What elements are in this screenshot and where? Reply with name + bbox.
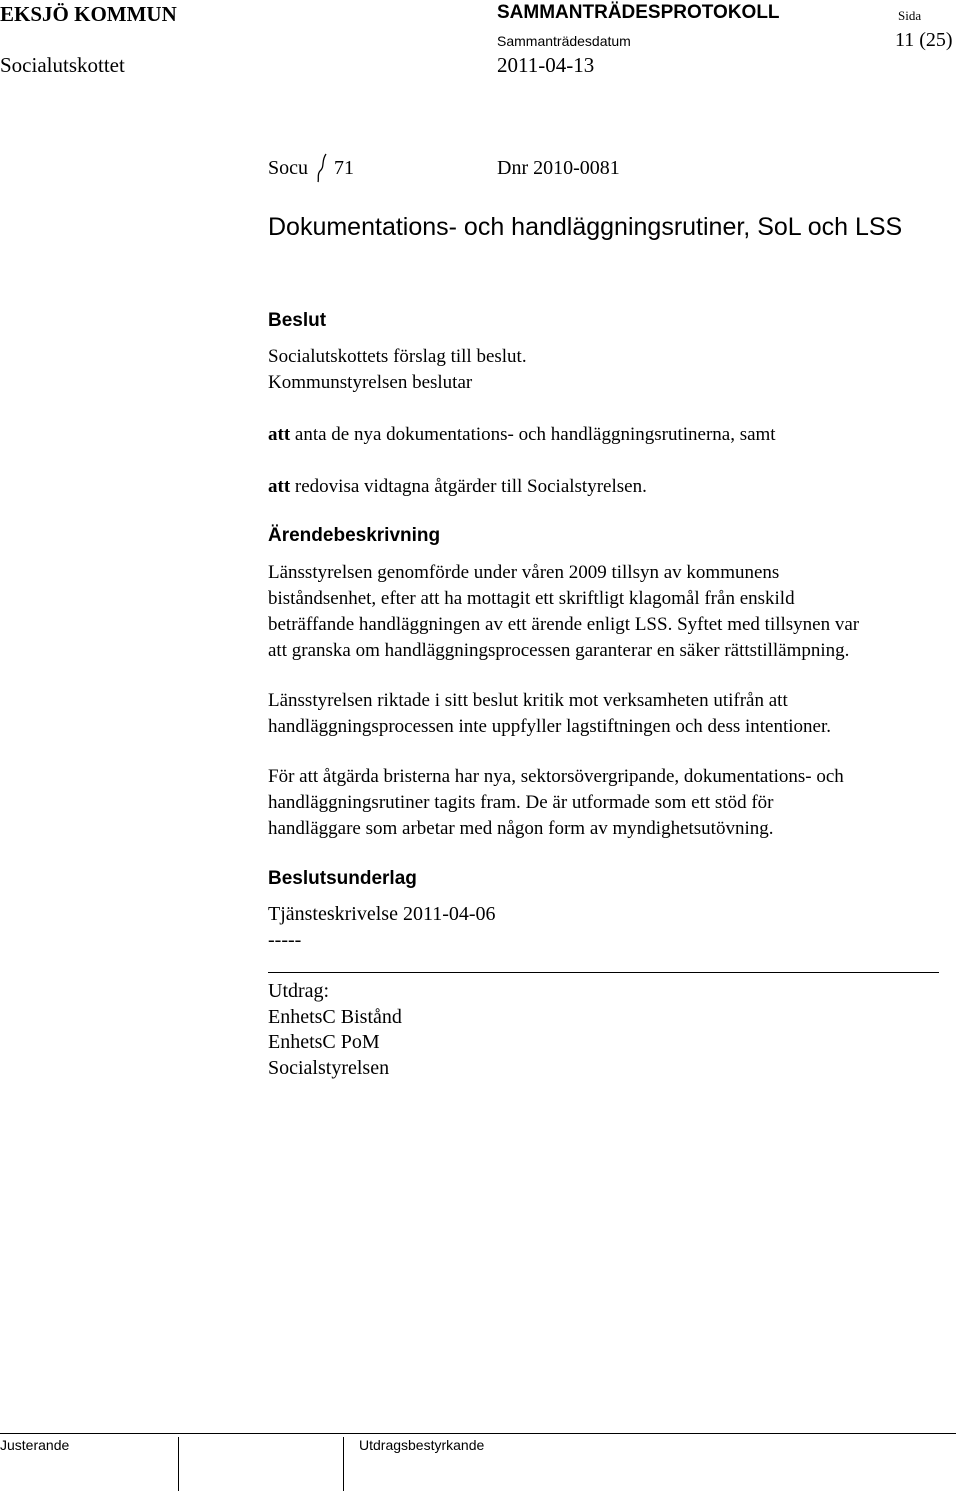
decision-heading: Beslut [268, 310, 327, 331]
text-line: handläggare som arbetar med någon form av myndighetsutövning. [268, 818, 774, 839]
decision-line: Socialutskottets förslag till beslut. [268, 346, 527, 367]
section-sign-icon [316, 153, 328, 183]
decision-item-text: anta de nya dokumentations- och handläggningsrutinerna, samt [290, 424, 776, 445]
document-type: SAMMANTRÄDESPROTOKOLL [497, 2, 780, 23]
case-description-paragraph [268, 688, 948, 740]
decision-basis-heading: Beslutsunderlag [268, 868, 417, 889]
decision-item-keyword: att [268, 476, 291, 497]
extract-recipient: EnhetsC PoM [268, 1031, 380, 1053]
text-line: handläggningsprocessen inte uppfyller lagstiftningen och dess intentioner. [268, 716, 832, 737]
case-title: Dokumentations- och handläggningsrutiner, SoL och LSS [268, 213, 903, 241]
footer-divider [0, 1433, 956, 1434]
text-line: Länsstyrelsen riktade i sitt beslut kritik mot verksamheten utifrån att [268, 690, 788, 711]
decision-text [268, 344, 948, 396]
text-line: handläggningsrutiner tagits fram. De är utformade som ett stöd för [268, 792, 774, 813]
decision-basis-document: Tjänsteskrivelse 2011-04-06 [268, 903, 496, 925]
decision-line: Kommunstyrelsen beslutar [268, 372, 473, 393]
text-line: beträffande handläggningen av ett ärende enligt LSS. Syftet med tillsynen var [268, 614, 860, 635]
signature-box-divider [343, 1437, 344, 1491]
separator-dashes: ----- [268, 929, 302, 951]
extract-label: Utdrag: [268, 980, 330, 1002]
extract-list [268, 979, 948, 1081]
signature-box-divider [178, 1437, 179, 1491]
page-number: 11 (25) [895, 29, 953, 51]
org-name: EKSJÖ KOMMUN [0, 2, 177, 26]
decision-item [268, 422, 948, 448]
text-line: Länsstyrelsen genomförde under våren 2009 tillsyn av kommunens [268, 562, 780, 583]
extract-recipient: Socialstyrelsen [268, 1056, 390, 1079]
decision-item [268, 474, 948, 500]
case-description-paragraph [268, 764, 948, 842]
page-label: Sida [898, 8, 922, 23]
text-line: att granska om handläggningsprocessen garanterar en säker rättstillämpning. [268, 640, 850, 661]
decision-item-keyword: att [268, 424, 291, 445]
committee-name: Socialutskottet [0, 53, 125, 77]
text-line: För att åtgärda bristerna har nya, sektorsövergripande, dokumentations- och [268, 766, 844, 787]
paragraph-number: 71 [334, 157, 354, 179]
text-line: biståndsenhet, efter att ha mottagit ett skriftligt klagomål från enskild [268, 588, 795, 609]
meeting-date-label: Sammanträdesdatum [497, 33, 631, 49]
paragraph-label: Socu [268, 157, 308, 179]
adjuster-label: Justerande [0, 1437, 70, 1453]
paragraph-reference [268, 157, 354, 180]
case-description-heading: Ärendebeskrivning [268, 525, 441, 546]
extract-certification-label: Utdragsbestyrkande [359, 1437, 485, 1453]
decision-item-text: redovisa vidtagna åtgärder till Socialstyrelsen. [290, 476, 647, 497]
case-number: Dnr 2010-0081 [497, 157, 620, 179]
case-description-paragraph [268, 560, 948, 664]
extract-recipient: EnhetsC Bistånd [268, 1005, 402, 1028]
extract-divider [268, 972, 939, 973]
meeting-date: 2011-04-13 [497, 53, 595, 77]
